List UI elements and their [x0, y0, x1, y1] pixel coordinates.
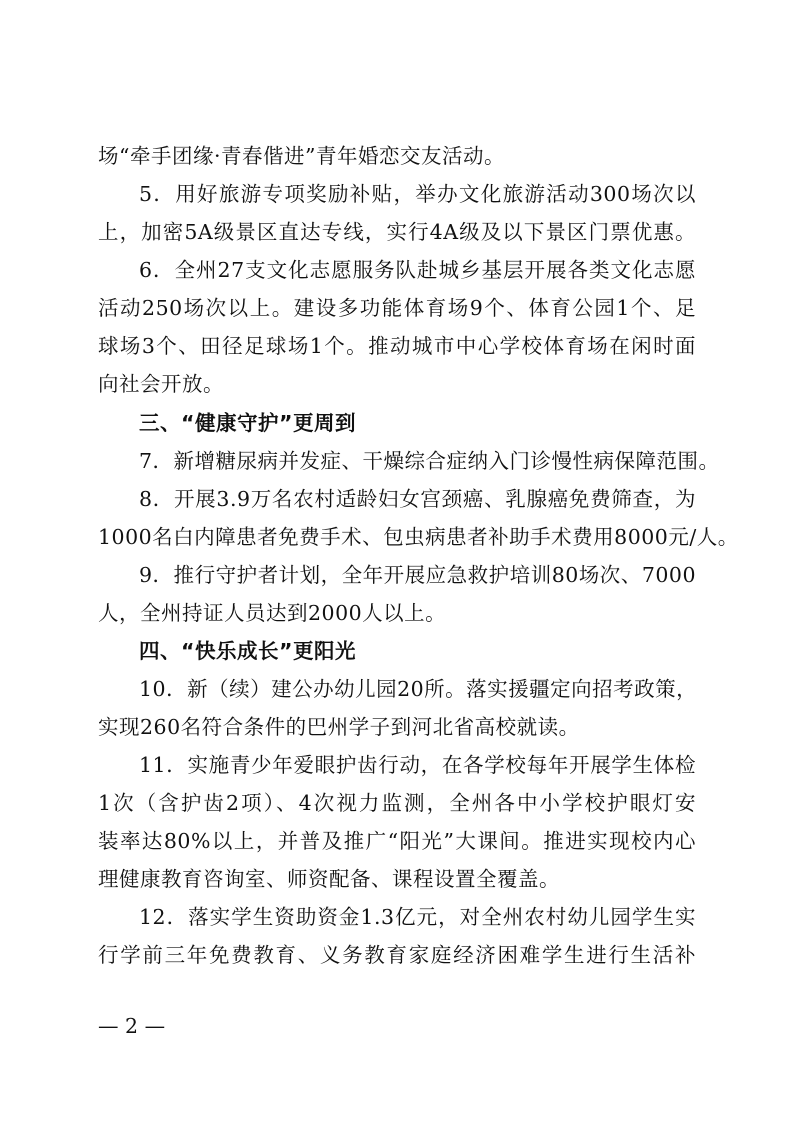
paragraph-line: 向社会开放。 — [98, 372, 224, 396]
paragraph-line: 9．推行守护者计划，全年开展应急救护培训80场次、7000 — [139, 563, 696, 587]
paragraph-line: 行学前三年免费教育、义务教育家庭经济困难学生进行生活补 — [98, 943, 696, 967]
paragraph-line: 上，加密5A级景区直达专线，实行4A级及以下景区门票优惠。 — [98, 220, 696, 244]
page-number: — 2 — — [98, 1014, 166, 1038]
paragraph-line: 1000名白内障患者免费手术、包虫病患者补助手术费用8000元/人。 — [98, 525, 739, 549]
paragraph-line: 12．落实学生资助资金1.3亿元，对全州农村幼儿园学生实 — [139, 905, 696, 929]
paragraph-line: 球场3个、田径足球场1个。推动城市中心学校体育场在闲时面 — [98, 334, 696, 358]
paragraph-line: 场“牵手团缘·青春偕进”青年婚恋交友活动。 — [98, 144, 505, 168]
paragraph-line: 7．新增糖尿病并发症、干燥综合症纳入门诊慢性病保障范围。 — [139, 449, 720, 473]
paragraph-line: 5．用好旅游专项奖励补贴，举办文化旅游活动300场次以 — [139, 182, 696, 206]
paragraph-line: 装率达80%以上，并普及推广“阳光”大课间。推进实现校内心 — [98, 829, 696, 853]
paragraph-line: 理健康教育咨询室、师资配备、课程设置全覆盖。 — [98, 867, 560, 891]
paragraph-line: 6．全州27支文化志愿服务队赴城乡基层开展各类文化志愿 — [139, 258, 696, 282]
paragraph-line: 人，全州持证人员达到2000人以上。 — [98, 601, 447, 625]
paragraph-line: 8．开展3.9万名农村适龄妇女宫颈癌、乳腺癌免费筛查，为 — [139, 487, 696, 511]
section-heading: 四、“快乐成长”更阳光 — [139, 639, 356, 663]
paragraph-line: 10．新（续）建公办幼儿园20所。落实援疆定向招考政策， — [139, 677, 698, 701]
paragraph-line: 实现260名符合条件的巴州学子到河北省高校就读。 — [98, 715, 580, 739]
paragraph-line: 11．实施青少年爱眼护齿行动，在各学校每年开展学生体检 — [139, 753, 696, 777]
paragraph-line: 活动250场次以上。建设多功能体育场9个、体育公园1个、足 — [98, 296, 696, 320]
paragraph-line: 1次（含护齿2项）、4次视力监测，全州各中小学校护眼灯安 — [98, 791, 696, 815]
section-heading: 三、“健康守护”更周到 — [139, 411, 356, 435]
